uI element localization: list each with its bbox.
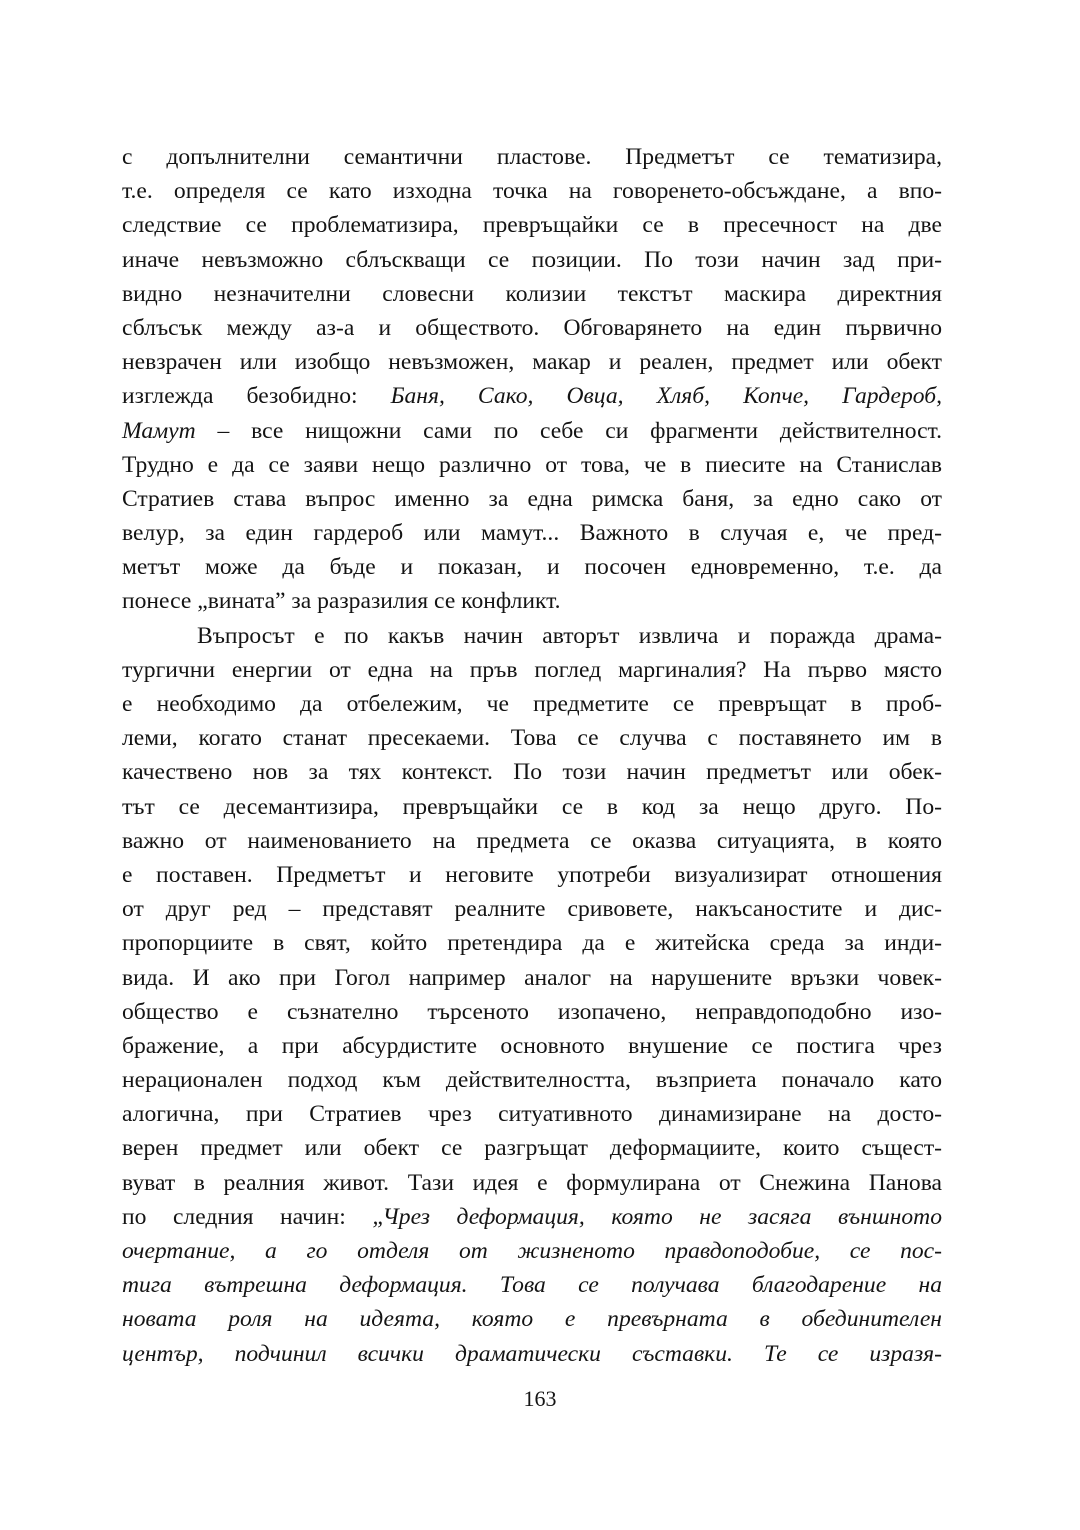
text-line bbox=[122, 448, 942, 482]
italic-text-run: очертание, а го отделя от жизненото правдоподобие, се пос- bbox=[122, 1238, 942, 1264]
text-line bbox=[122, 174, 942, 208]
text-run: сблъсък между аз-а и обществото. Обговарянето на един първично bbox=[122, 314, 942, 341]
page-number: 163 bbox=[523, 1386, 557, 1411]
text-run: Трудно е да се заяви нещо различно от това, че в пиесите на Станислав bbox=[122, 451, 942, 478]
text-run: Стратиев става въпрос именно за една римска баня, за едно сако от bbox=[122, 485, 942, 512]
text-line bbox=[122, 379, 942, 413]
text-line bbox=[122, 1063, 942, 1097]
text-run: понесе „вината” за разразилия се конфликт. bbox=[122, 588, 561, 615]
text-line bbox=[122, 1200, 942, 1234]
text-run: следствие се проблематизира, превръщайки се в пресечност на две bbox=[122, 212, 942, 239]
text-line bbox=[122, 1268, 942, 1302]
text-run: изглежда безобидно: bbox=[122, 383, 391, 410]
text-line bbox=[122, 858, 942, 892]
text-line bbox=[122, 550, 942, 584]
text-run: верен предмет или обект се разгръщат деформациите, които същест- bbox=[122, 1135, 942, 1162]
text-line bbox=[122, 961, 942, 995]
italic-text-run: център, подчинил всички драматически съставки. Те се изразя- bbox=[122, 1340, 942, 1367]
text-line bbox=[122, 721, 942, 755]
text-run: невзрачен или изобщо невъзможен, макар и реален, предмет или обект bbox=[122, 349, 942, 376]
text-line bbox=[122, 926, 942, 960]
text-line bbox=[122, 1029, 942, 1063]
text-line bbox=[122, 653, 942, 687]
text-run: тургични енергии от една на пръв поглед маргиналия? На първо място bbox=[122, 656, 942, 683]
italic-text-run: Баня, Сако, Овца, Хляб, Копче, Гардероб, bbox=[390, 383, 942, 410]
italic-text-run: тига вътрешна деформация. Това се получава благодарение на bbox=[122, 1272, 942, 1299]
text-run: велур, за един гардероб или мамут... Важното в случая е, че пред- bbox=[122, 520, 942, 547]
text-run: общество е съзнателно търсеното изопачено, неправдоподобно изо- bbox=[122, 998, 942, 1025]
text-run: алогична, при Стратиев чрез ситуативното динамизиране на досто- bbox=[122, 1101, 942, 1128]
text-line bbox=[122, 584, 942, 618]
text-run: иначе невъзможно сблъскващи се позиции. По този начин зад при- bbox=[122, 246, 942, 273]
text-run: бражение, а при абсурдистите основното внушение се постига чрез bbox=[122, 1032, 942, 1059]
text-line bbox=[122, 208, 942, 242]
text-line bbox=[122, 824, 942, 858]
text-run: нерационален подход към действителността, възприета поначало като bbox=[122, 1067, 942, 1094]
text-line bbox=[122, 1337, 942, 1371]
text-run: качествено нов за тях контекст. По този начин предметът или обек- bbox=[122, 759, 942, 786]
text-line bbox=[122, 140, 942, 174]
text-run: метът може да бъде и показан, и посочен едновременно, т.е. да bbox=[122, 554, 942, 581]
text-run: вуват в реалния живот. Тази идея е формулирана от Снежина Панова bbox=[122, 1169, 942, 1196]
text-line bbox=[122, 516, 942, 550]
text-run: тът се десемантизира, превръщайки се в код за нещо друго. По- bbox=[122, 793, 942, 820]
text-line bbox=[122, 243, 942, 277]
body-text bbox=[122, 140, 942, 1371]
text-line bbox=[122, 482, 942, 516]
text-run: с допълнителни семантични пластове. Предметът се тематизира, bbox=[122, 144, 942, 170]
text-run: т.е. определя се като изходна точка на говоренето-обсъждане, а впо- bbox=[122, 178, 942, 205]
text-line bbox=[122, 1234, 942, 1268]
text-line bbox=[122, 755, 942, 789]
italic-text-run: „Чрез деформация, която не засяга външното bbox=[372, 1203, 942, 1230]
text-line bbox=[122, 1131, 942, 1165]
text-line bbox=[122, 414, 942, 448]
text-run: е необходимо да отбележим, че предметите се превръщат в проб- bbox=[122, 691, 942, 717]
text-line bbox=[122, 619, 942, 653]
text-line bbox=[122, 277, 942, 311]
text-run: по следния начин: bbox=[122, 1203, 373, 1230]
text-line bbox=[122, 995, 942, 1029]
text-run: пропорциите в свят, който претендира да е житейска среда за инди- bbox=[122, 930, 942, 957]
italic-text-run: Мамут bbox=[122, 417, 196, 444]
text-run: от друг ред – представят реалните сривовете, накъсаностите и дис- bbox=[122, 896, 942, 923]
text-run: леми, когато станат пресекаеми. Това се случва с поставянето им в bbox=[122, 725, 942, 752]
text-run: вида. И ако при Гогол например аналог на нарушените връзки човек- bbox=[122, 964, 942, 991]
text-line bbox=[122, 1097, 942, 1131]
text-run: – все нищожни сами по себе си фрагменти действителност. bbox=[195, 417, 942, 444]
text-line bbox=[122, 790, 942, 824]
text-line bbox=[122, 687, 942, 721]
text-line bbox=[122, 311, 942, 345]
text-run: видно незначителни словесни колизии текстът маскира директния bbox=[122, 280, 942, 307]
text-line bbox=[122, 1166, 942, 1200]
text-run: Въпросът е по какъв начин авторът извлича и поражда драма- bbox=[197, 622, 942, 649]
text-line bbox=[122, 345, 942, 379]
text-run: важно от наименованието на предмета се оказва ситуацията, в която bbox=[122, 827, 942, 854]
text-run: е поставен. Предметът и неговите употреби визуализират отношения bbox=[122, 861, 942, 888]
text-line bbox=[122, 892, 942, 926]
italic-text-run: новата роля на идеята, която е превърната в обединителен bbox=[122, 1306, 942, 1333]
text-line bbox=[122, 1302, 942, 1336]
